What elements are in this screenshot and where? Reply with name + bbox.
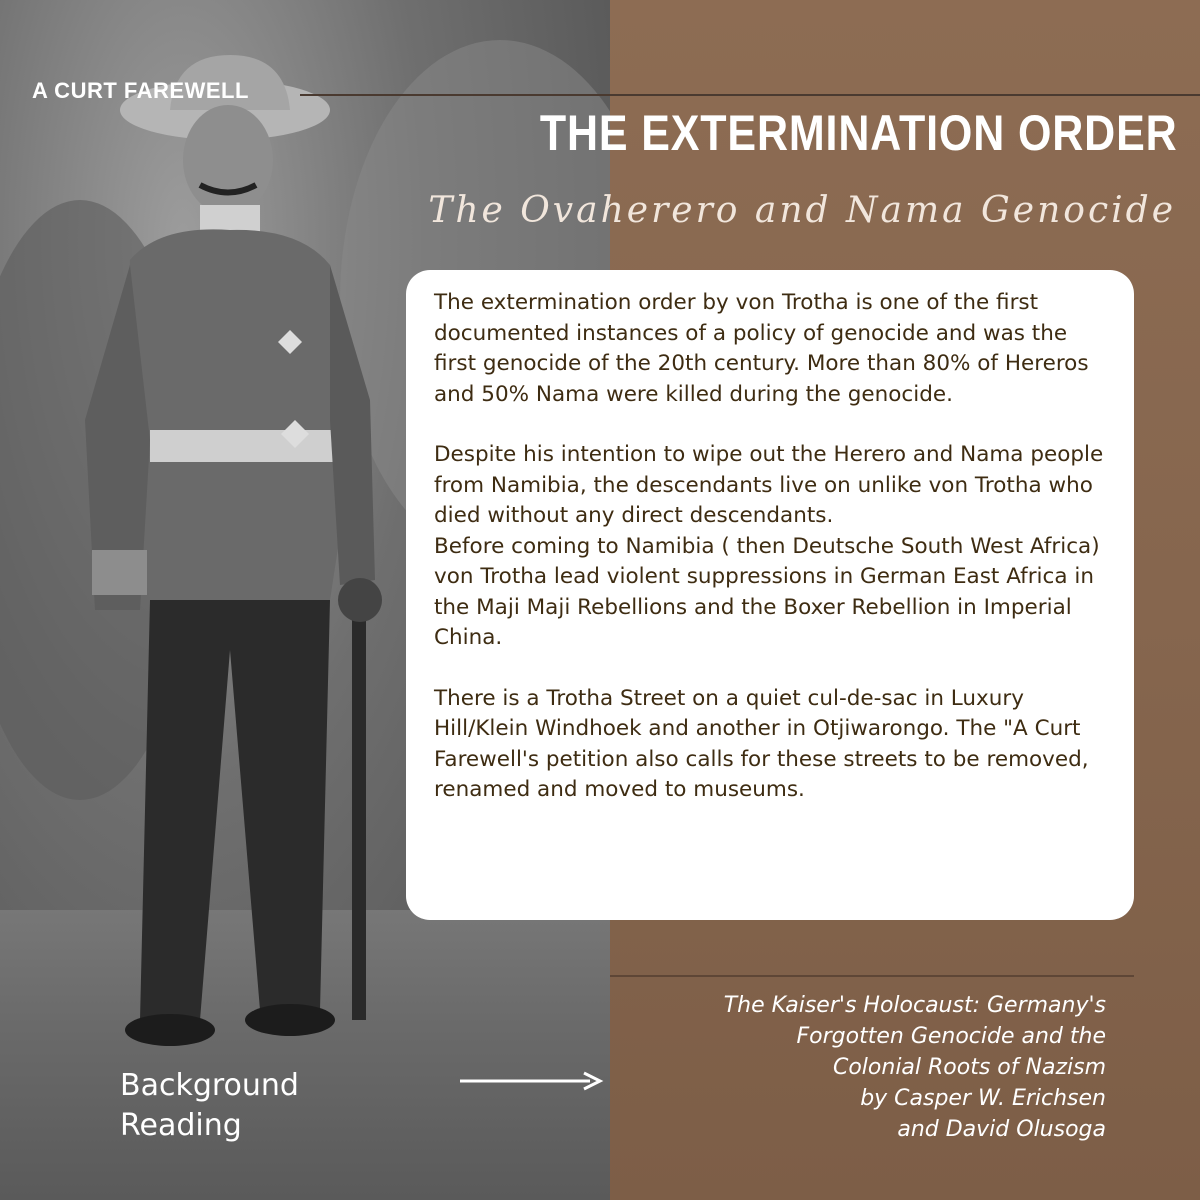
book-line-1: The Kaiser's Holocaust: Germany's (723, 993, 1106, 1018)
book-citation (586, 990, 1106, 1145)
card-paragraph-1: The extermination order by von Trotha is one of the first documented instances of a policy of genocide and was the first genocide of the 20th century. More than 80% of Hereros and 50% Nama were killed during the genocide. (434, 290, 1089, 407)
background-reading-line-2: Reading (120, 1108, 242, 1143)
page-subtitle: The Ovaherero and Nama Genocide (428, 190, 1176, 231)
page-title: THE EXTERMINATION ORDER (540, 105, 1178, 161)
info-card (406, 270, 1134, 920)
header-divider (300, 94, 1200, 96)
book-line-5: and David Olusoga (897, 1117, 1106, 1142)
card-paragraph-3: Before coming to Namibia ( then Deutsche South West Africa) von Trotha lead violent suppressions in German East Africa in the Maji Maji Rebellions and the Boxer Rebellion in Imperial China. (434, 533, 1100, 650)
book-line-4: by Casper W. Erichsen (860, 1086, 1106, 1111)
card-paragraph-2: Despite his intention to wipe out the Herero and Nama people from Namibia, the descendants live on unlike von Trotha who died without any direct descendants. (434, 442, 1104, 528)
brand-label: A CURT FAREWELL (32, 78, 249, 103)
book-line-2: Forgotten Genocide and the (796, 1024, 1106, 1049)
card-paragraph-4: There is a Trotha Street on a quiet cul-de-sac in Luxury Hill/Klein Windhoek and another in Otjiwarongo. The "A Curt Farewell's petition also calls for these streets to be removed, renamed and moved to museums. (434, 685, 1089, 802)
book-line-3: Colonial Roots of Nazism (832, 1055, 1106, 1080)
background-reading-label (120, 1066, 299, 1146)
background-reading-line-1: Background (120, 1068, 299, 1103)
footer-divider (610, 975, 1134, 977)
arrow-right-icon (460, 1070, 605, 1092)
